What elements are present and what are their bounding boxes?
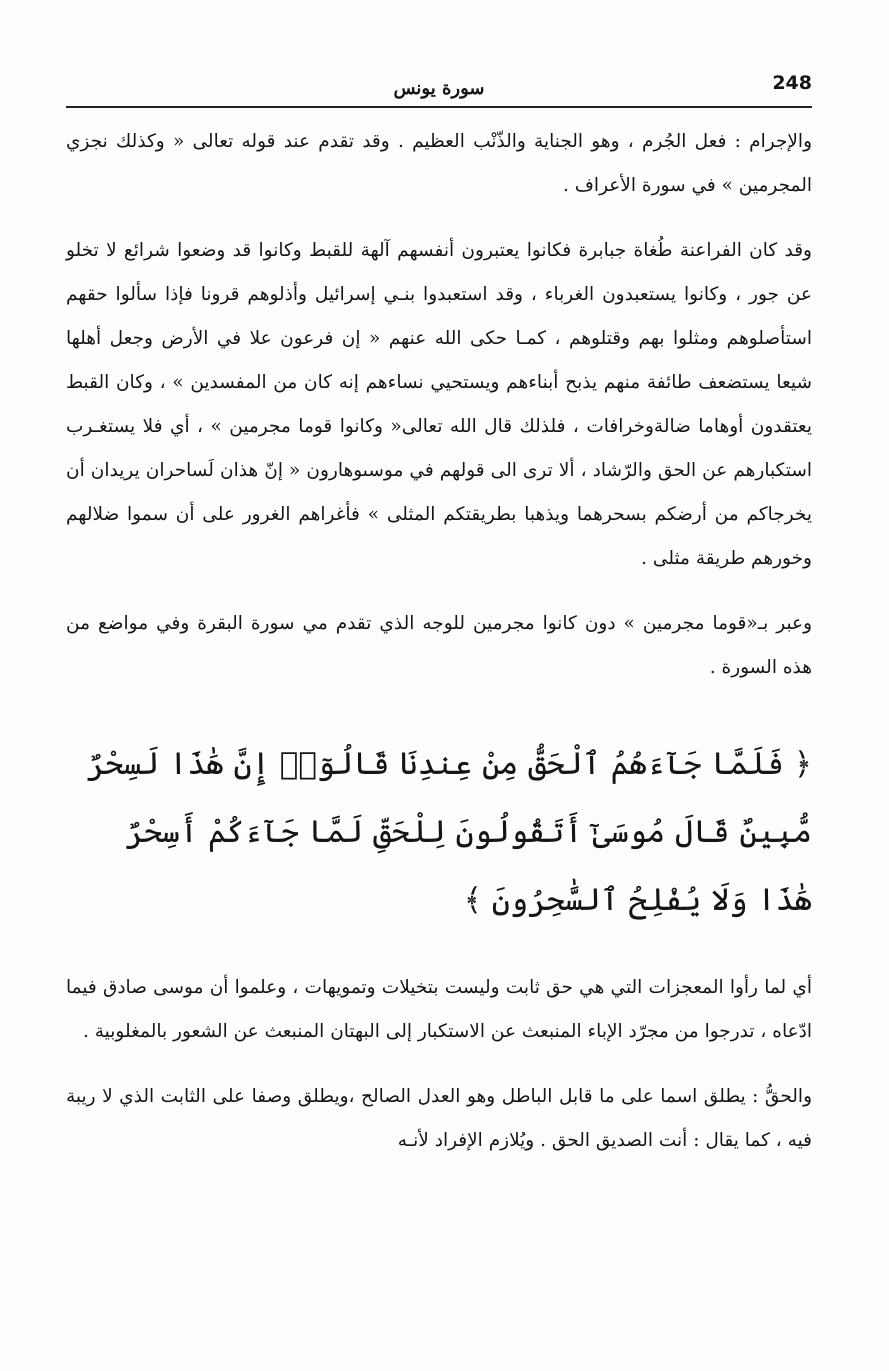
page-body (66, 120, 812, 1163)
page-number: 248 (772, 72, 812, 94)
paragraph-miracles: أي لما رأوا المعجزات التي هي حق ثابت وليست بتخيلات وتمويهات ، وعلموا أن موسى صادق فيما ادّعاه ، تدرجوا من مجرّد الإباء المنبعث عن الاستكبار إلى البهتان المنبعث عن الشعور بالمغلوبية . (66, 977, 812, 1042)
quran-verse: ﴿ فَلَمَّا جَآءَهُمُ ٱلْحَقُّ مِنْ عِندِنَا قَالُوٓا۟ إِنَّ هَٰذَا لَسِحْرٌ مُّبِينٌ قَالَ مُوسَىٰٓ أَتَقُولُونَ لِلْحَقِّ لَمَّا جَآءَكُمْ أَسِحْرٌ هَٰذَا وَلَا يُفْلِحُ ٱلسَّٰحِرُونَ ﴾ (86, 746, 812, 918)
paragraph-pharaohs: وقد كان الفراعنة طُغاة جبابرة فكانوا يعتبرون أنفسهم آلهة للقبط وكانوا قد وضعوا شرائع لا تخلو عن جور ، وكانوا يستعبدون الغرباء ، وقد استعبدوا بنـي إسرائيل وأذلوهم قرونا فإذا سألوا حقهم استأصلوهم ومثلوا بهم وقتلوهم ، كمـا حكى الله عنهم « إن فرعون علا في الأرض وجعل أهلها شيعا يستضعف طائفة منهم يذبح أبناءهم ويستحيي نساءهم إنه كان من المفسدين » ، وكان القبط يعتقدون أوهاما ضالةوخرافات ، فلذلك قال الله تعالى« وكانوا قوما مجرمين » ، أي فلا يستغـرب استكبارهم عن الحق والرّشاد ، ألا ترى الى قولهم في موسىوهارون « إنّ هذان لَساحران يريدان أن يخرجاكم من أرضكم بسحرهما ويذهبا بطريقتكم المثلى » فأغراهم الغرور على أن سموا ضلالهم وخورهم طريقة مثلى . (66, 240, 812, 569)
surah-title: سورة يونس (393, 78, 485, 99)
header-divider (66, 106, 812, 108)
page-header (66, 68, 812, 108)
paragraph-ijram-definition: والإجرام : فعل الجُرم ، وهو الجناية والذّنْب العظيم . وقد تقدم عند قوله تعالى « وكذلك نجزي المجرمين » في سورة الأعراف . (66, 131, 812, 196)
paragraph-al-haqq: والحقُّ : يطلق اسما على ما قابل الباطل وهو العدل الصالح ،ويطلق وصفا على الثابت الذي لا ريبة فيه ، كما يقال : أنت الصديق الحق . ويُلازم الإفراد لأنـه (66, 1086, 812, 1151)
paragraph-qawman-mujrimin: وعبر بـ«قوما مجرمين » دون كانوا مجرمين للوجه الذي تقدم مي سورة البقرة وفي مواضع من هذه السورة . (66, 613, 812, 678)
